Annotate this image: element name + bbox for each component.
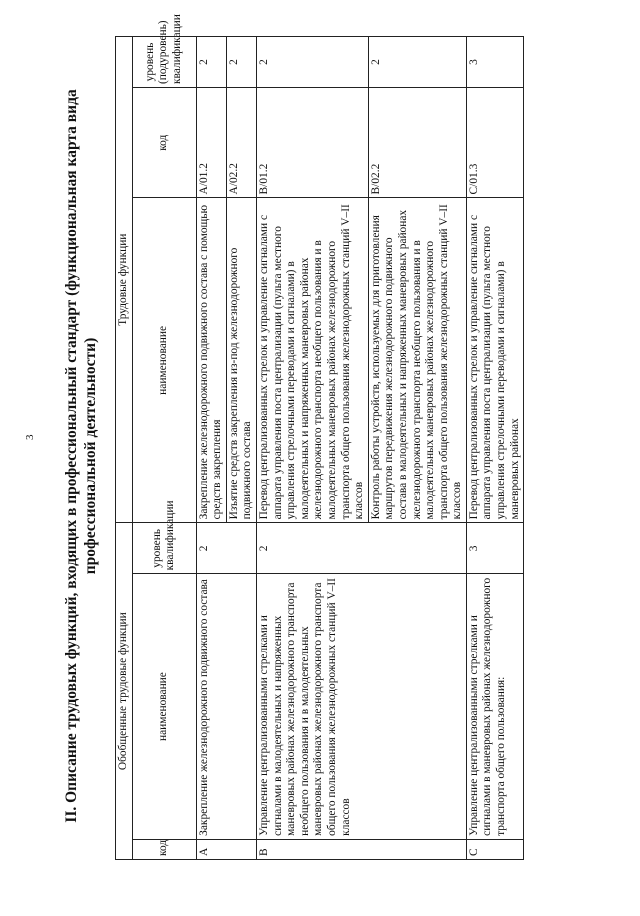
labor-level-header: уровень (подуровень) квалификации xyxy=(132,37,196,88)
func-name-cell: Перевод централизованных стрелок и управление сигналами с аппарата управления поста централизации (пульта местного управления стрелочными переводами и сигналами) в маневровых районах xyxy=(466,198,523,523)
gen-name-cell: Управление централизованными стрелками и сигналами в малодеятельных и напряженных маневровых районах железнодорожного транспорта необщего пользования и в малодеятельных маневровых районах железнодорожного транспорта общего пользования железнодорожных станций V–II классов xyxy=(256,574,466,839)
generalized-functions-header: Обобщенные трудовые функции xyxy=(116,523,133,860)
table-row xyxy=(196,37,226,860)
code-header: код xyxy=(132,839,196,859)
func-name-cell: Перевод централизованных стрелок и управление сигналами с аппарата управления поста централизации (пульта местного управления стрелочными переводами и сигналами) в малодеятельных и напряженных маневровых районах железнодорожного транспорта необщего пользования и в малодеятельных маневровых районах железнодорожного транспорта общего пользования железнодорожных станций V–II классов xyxy=(256,198,368,523)
page-number: 3 xyxy=(24,434,36,440)
func-name-cell: Контроль работы устройств, используемых для приготовления маршрутов передвижения железнодорожного подвижного состава в малодеятельных и напряженных маневровых районах железнодорожного транспорта необщего пользования и в малодеятельных маневровых районах железнодорожного транспорта общего пользования железнодорожных станций V–II классов xyxy=(368,198,466,523)
header-row-bottom xyxy=(132,37,196,860)
level-header: уровень квалификации xyxy=(132,523,196,574)
func-name-cell: Закрепление железнодорожного подвижного состава с помощью средств закрепления xyxy=(196,198,226,523)
func-level-cell: 2 xyxy=(368,37,466,88)
labor-functions-header: Трудовые функции xyxy=(116,37,133,523)
func-name-cell: Изъятие средств закрепления из-под железнодорожного подвижного состава xyxy=(226,198,256,523)
gen-name-cell: Закрепление железнодорожного подвижного состава xyxy=(196,574,256,839)
func-level-cell: 2 xyxy=(256,37,368,88)
func-code-cell: A/01.2 xyxy=(196,88,226,198)
labor-name-header: наименование xyxy=(132,198,196,523)
gen-code-cell: A xyxy=(196,839,256,859)
func-level-cell: 2 xyxy=(196,37,226,88)
table-row xyxy=(466,37,523,860)
header-row-top xyxy=(116,37,133,860)
func-code-cell: B/01.2 xyxy=(256,88,368,198)
func-code-cell: C/01.3 xyxy=(466,88,523,198)
func-level-cell: 2 xyxy=(226,37,256,88)
gen-level-cell: 2 xyxy=(196,523,256,574)
section-title: II. Описание трудовых функций, входящих в профессиональный стандарт (функциональная карта вида профессиональной деятельности) xyxy=(63,89,99,823)
gen-code-cell: C xyxy=(466,839,523,859)
functional-map-table xyxy=(115,14,524,860)
gen-level-cell: 2 xyxy=(256,523,466,574)
func-code-cell: A/02.2 xyxy=(226,88,256,198)
func-level-cell: 3 xyxy=(466,37,523,88)
gen-name-cell: Управление централизованными стрелками и сигналами в маневровых районах железнодорожного транспорта общего пользования: xyxy=(466,574,523,839)
func-code-cell: B/02.2 xyxy=(368,88,466,198)
labor-code-header: код xyxy=(132,88,196,198)
table-row xyxy=(256,37,368,860)
gen-code-cell: B xyxy=(256,839,466,859)
name-header: наименование xyxy=(132,574,196,839)
gen-level-cell: 3 xyxy=(466,523,523,574)
